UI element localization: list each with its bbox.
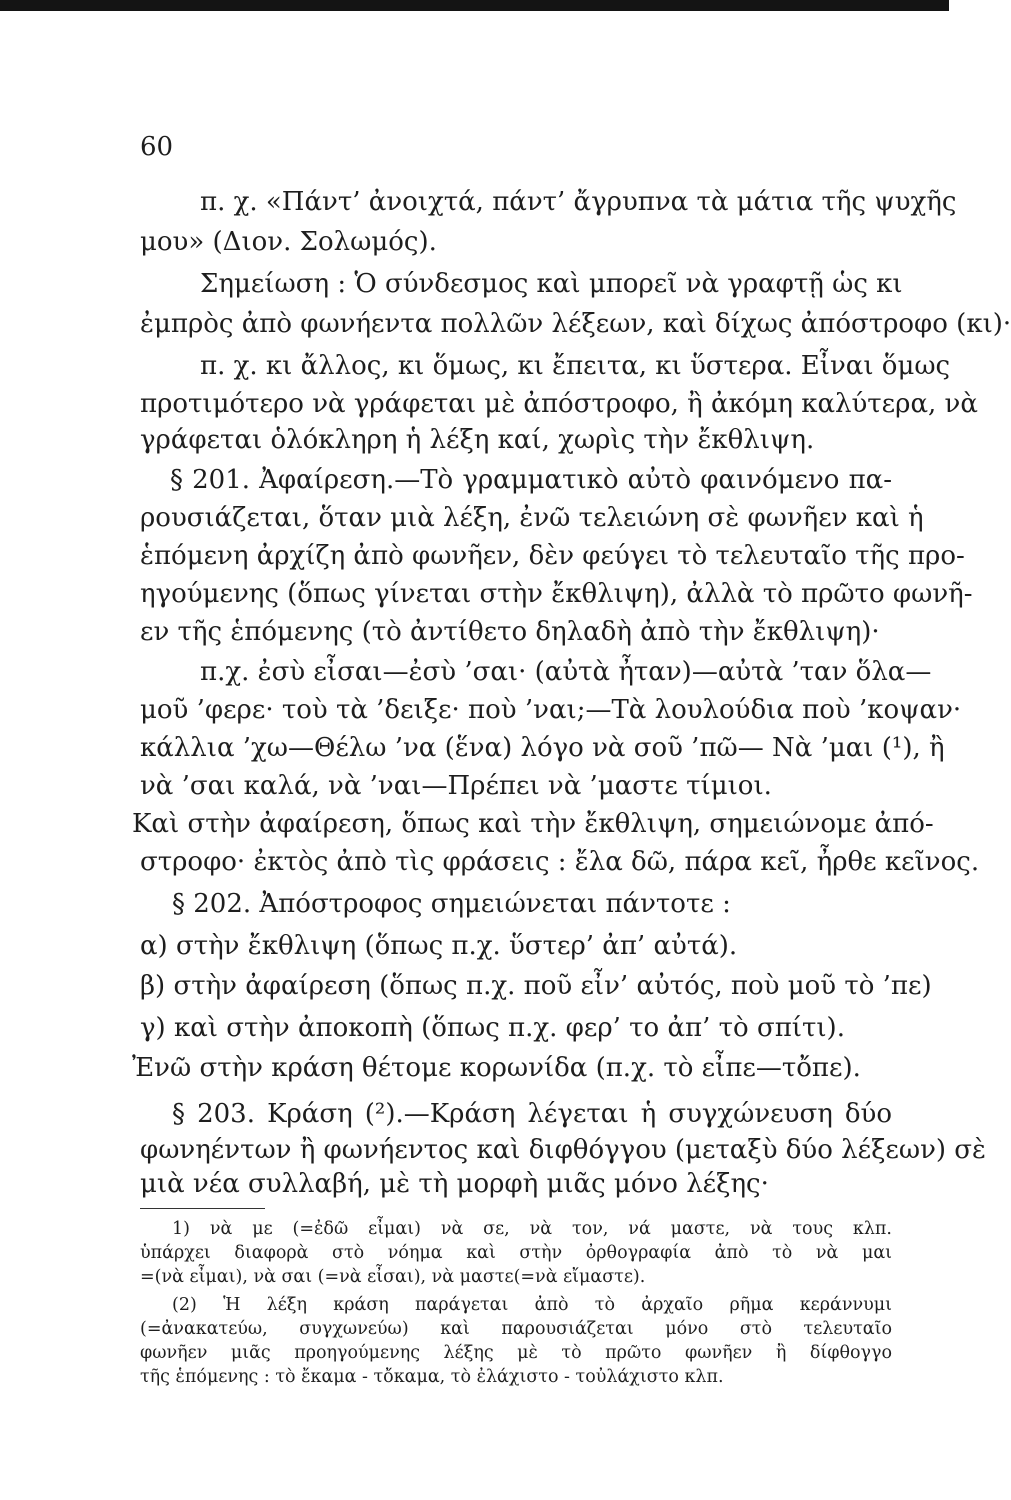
footnote-divider — [140, 1208, 265, 1209]
text-line: στροφο· ἐκτὸς ἀπὸ τὶς φράσεις : ἔλα δῶ, πάρα κεῖ, ἦρθε κεῖνος. — [140, 847, 980, 877]
list-item-c: γ) καὶ στὴν ἀποκοπὴ (ὅπως π.χ. φερ’ το ἀπ’ τὸ σπίτι). — [140, 1013, 845, 1043]
note-line: Σημείωση : Ὁ σύνδεσμος καὶ μπορεῖ νὰ γραφτῇ ὡς κι — [200, 269, 903, 299]
text-line: μιὰ νέα συλλαβή, μὲ τὴ μορφὴ μιᾶς μόνο λέξης· — [140, 1169, 769, 1199]
text-line: γράφεται ὁλόκληρη ἡ λέξη καί, χωρὶς τὴν ἔκθλιψη. — [140, 425, 815, 455]
section-203-heading: § 203. Κράση (²).—Κράση λέγεται ἡ συγχώνευση δύο — [172, 1099, 892, 1129]
text-line: φωνηέντων ἢ φωνήεντος καὶ διφθόγγου (μεταξὺ δύο λέξεων) σὲ — [140, 1135, 986, 1165]
text-line: Ἐνῶ στὴν κράση θέτομε κορωνίδα (π.χ. τὸ εἶπε—τὄπε). — [132, 1053, 861, 1083]
text-line: ἑπόμενη ἀρχίζη ἀπὸ φωνῆεν, δὲν φεύγει τὸ τελευταῖο τῆς προ- — [140, 541, 965, 571]
footnote-line: =(νὰ εἶμαι), νὰ σαι (=νὰ εἶσαι), νὰ μαστε(=νὰ εἴμαστε). — [140, 1267, 646, 1287]
footnote-line: φωνῆεν μιᾶς προηγούμενης λέξης μὲ τὸ πρῶτο φωνῆεν ἢ δίφθογγο — [140, 1343, 892, 1363]
text-line: ἐμπρὸς ἀπὸ φωνήεντα πολλῶν λέξεων, καὶ δίχως ἀπόστροφο (κι)· — [140, 309, 1011, 339]
section-201-heading: § 201. Ἀφαίρεση.—Τὸ γραμματικὸ αὐτὸ φαινόμενο πα- — [170, 465, 892, 495]
text-line: π. χ. κι ἄλλος, κι ὅμως, κι ἔπειτα, κι ὕστερα. Εἶναι ὅμως — [200, 351, 951, 381]
text-line: ρουσιάζεται, ὅταν μιὰ λέξη, ἐνῶ τελειώνη σὲ φωνῆεν καὶ ἡ — [140, 503, 924, 533]
section-202-heading: § 202. Ἀπόστροφος σημειώνεται πάντοτε : — [172, 889, 731, 919]
text-line: Καὶ στὴν ἀφαίρεση, ὅπως καὶ τὴν ἔκθλιψη, σημειώνομε ἀπό- — [132, 809, 934, 839]
text-line: νὰ ’σαι καλά, νὰ ’ναι—Πρέπει νὰ ’μαστε τίμιοι. — [140, 771, 772, 801]
text-line: μου» (Διον. Σολωμός). — [140, 227, 437, 257]
text-line: ηγούμενης (ὅπως γίνεται στὴν ἔκθλιψη), ἀλλὰ τὸ πρῶτο φωνῆ- — [140, 579, 973, 609]
text-line: κάλλια ’χω—Θέλω ’να (ἕνα) λόγο νὰ σοῦ ’πῶ— Νὰ ’μαι (¹), ἢ — [140, 733, 945, 763]
footnote-line: (2) Ἡ λέξη κράση παράγεται ἀπὸ τὸ ἀρχαῖο ρῆμα κεράννυμι — [172, 1295, 892, 1315]
footnote-line: 1) νὰ με (=ἐδῶ εἶμαι) νὰ σε, νὰ τον, νά μαστε, νὰ τους κλπ. — [172, 1219, 892, 1239]
text-line: π. χ. «Πάντ’ ἀνοιχτά, πάντ’ ἄγρυπνα τὰ μάτια τῆς ψυχῆς — [200, 187, 957, 217]
footnote-line: ὑπάρχει διαφορὰ στὸ νόημα καὶ στὴν ὀρθογραφία ἀπὸ τὸ νὰ μαι — [140, 1243, 892, 1263]
page-number: 60 — [140, 132, 174, 162]
text-line: μοῦ ’φερε· τοὺ τὰ ’δειξε· ποὺ ’ναι;—Τὰ λουλούδια ποὺ ’κοψαν· — [140, 695, 962, 725]
text-line: π.χ. ἐσὺ εἶσαι—ἐσὺ ’σαι· (αὐτὰ ἦταν)—αὐτὰ ’ταν ὅλα— — [200, 657, 932, 687]
list-item-a: α) στὴν ἔκθλιψη (ὅπως π.χ. ὕστερ’ ἀπ’ αὐτά). — [140, 931, 738, 961]
footnote-line: τῆς ἑπόμενης : τὸ ἔκαμα - τὄκαμα, τὸ ἐλάχιστο - τοὐλάχιστο κλπ. — [140, 1367, 724, 1387]
footnote-line: (=ἀνακατεύω, συγχωνεύω) καὶ παρουσιάζεται μόνο στὸ τελευταῖο — [140, 1319, 892, 1339]
list-item-b: β) στὴν ἀφαίρεση (ὅπως π.χ. ποῦ εἶν’ αὐτός, ποὺ μοῦ τὸ ’πε) — [140, 971, 932, 1001]
text-line: εν τῆς ἑπόμενης (τὸ ἀντίθετο δηλαδὴ ἀπὸ τὴν ἔκθλιψη)· — [140, 617, 880, 647]
text-line: προτιμότερο νὰ γράφεται μὲ ἀπόστροφο, ἢ ἀκόμη καλύτερα, νὰ — [140, 389, 978, 419]
